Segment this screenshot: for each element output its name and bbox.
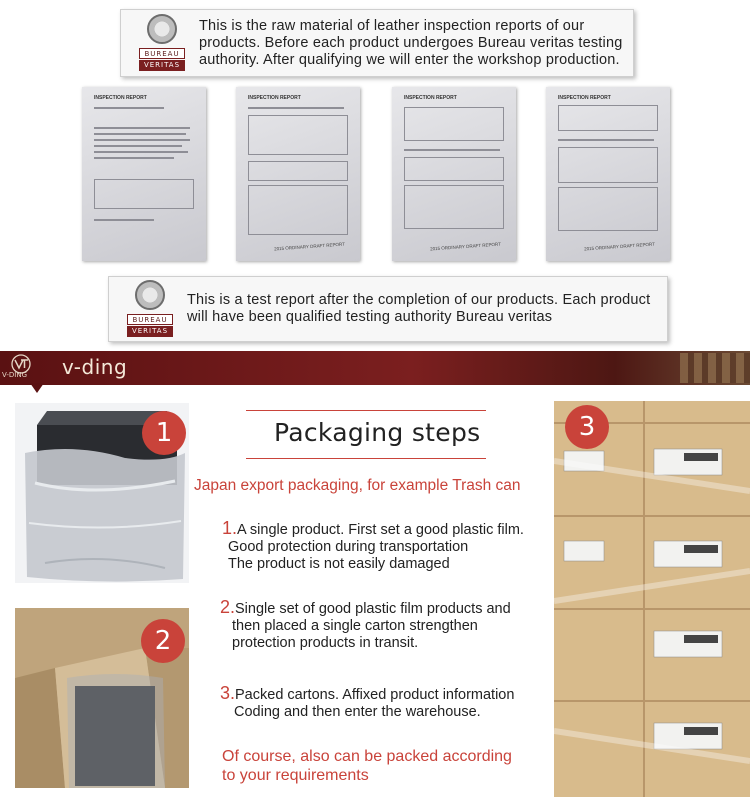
photo-carton-packing bbox=[15, 608, 189, 788]
banner-decoration bbox=[680, 353, 750, 383]
bureau-veritas-logo bbox=[135, 14, 189, 72]
step-1-text bbox=[222, 520, 524, 573]
step-badge-1: 1 bbox=[142, 411, 186, 455]
logo-veritas: VERITAS bbox=[127, 326, 173, 337]
step-line: The product is not easily damaged bbox=[228, 556, 450, 572]
step-number: 1. bbox=[222, 518, 238, 538]
inspection-report-gallery bbox=[82, 87, 672, 265]
bv-notice-test-report bbox=[108, 276, 668, 342]
report-footer: 2015 ORDINARY DRAFT REPORT bbox=[273, 241, 346, 252]
logo-bureau: BUREAU bbox=[127, 314, 173, 325]
packaging-subtitle: Japan export packaging, for example Trash can bbox=[194, 477, 521, 494]
closing-note bbox=[222, 747, 512, 785]
step-number: 2. bbox=[220, 597, 236, 617]
report-thumbnail[interactable] bbox=[392, 87, 516, 261]
notice-text: This is the raw material of leather inspection reports of our products. Before each product undergoes Bureau veritas testing authority. After qualifying we will enter the workshop production. bbox=[199, 17, 623, 68]
report-thumbnail[interactable] bbox=[236, 87, 360, 261]
step-line: A single product. First set a good plastic film. bbox=[237, 522, 524, 538]
step-badge-2: 2 bbox=[141, 619, 185, 663]
step-line: Single set of good plastic film products and bbox=[235, 601, 511, 617]
title-divider-top bbox=[246, 410, 486, 411]
brand-name: v-ding bbox=[62, 355, 128, 379]
report-thumbnail[interactable] bbox=[546, 87, 670, 261]
step-line: Good protection during transportation bbox=[228, 539, 469, 555]
report-footer: 2015 ORDINARY DRAFT REPORT bbox=[429, 241, 502, 252]
logo-text: V-DING bbox=[2, 371, 28, 379]
report-heading: INSPECTION REPORT bbox=[248, 95, 301, 101]
report-heading: INSPECTION REPORT bbox=[94, 95, 147, 101]
closing-line: Of course, also can be packed according bbox=[222, 748, 512, 765]
closing-line: to your requirements bbox=[222, 767, 369, 784]
brand-banner bbox=[0, 351, 750, 385]
report-heading: INSPECTION REPORT bbox=[404, 95, 457, 101]
photo-stacked-cartons bbox=[554, 401, 750, 797]
report-heading: INSPECTION REPORT bbox=[558, 95, 611, 101]
bv-notice-raw-material bbox=[120, 9, 634, 77]
banner-pointer-icon bbox=[30, 383, 44, 395]
step-2-text bbox=[220, 599, 511, 652]
bureau-veritas-seal-icon bbox=[135, 280, 165, 310]
photo-bagged-product bbox=[15, 403, 189, 583]
bureau-veritas-seal-icon bbox=[147, 14, 177, 44]
step-line: Coding and then enter the warehouse. bbox=[234, 704, 481, 720]
logo-veritas: VERITAS bbox=[139, 60, 185, 71]
step-3-text bbox=[220, 685, 514, 721]
step-line: protection products in transit. bbox=[232, 635, 419, 651]
logo-bureau: BUREAU bbox=[139, 48, 185, 59]
step-badge-3: 3 bbox=[565, 405, 609, 449]
notice-text: This is a test report after the completion of our products. Each product will have been qualified testing authority Bureau veritas bbox=[187, 292, 651, 325]
step-line: Packed cartons. Affixed product information bbox=[235, 687, 515, 703]
report-footer: 2015 ORDINARY DRAFT REPORT bbox=[583, 241, 656, 252]
report-thumbnail[interactable] bbox=[82, 87, 206, 261]
bureau-veritas-logo bbox=[123, 280, 177, 338]
step-number: 3. bbox=[220, 683, 236, 703]
step-line: then placed a single carton strengthen bbox=[232, 618, 478, 634]
title-divider-bottom bbox=[246, 458, 486, 459]
packaging-title: Packaging steps bbox=[274, 418, 481, 447]
